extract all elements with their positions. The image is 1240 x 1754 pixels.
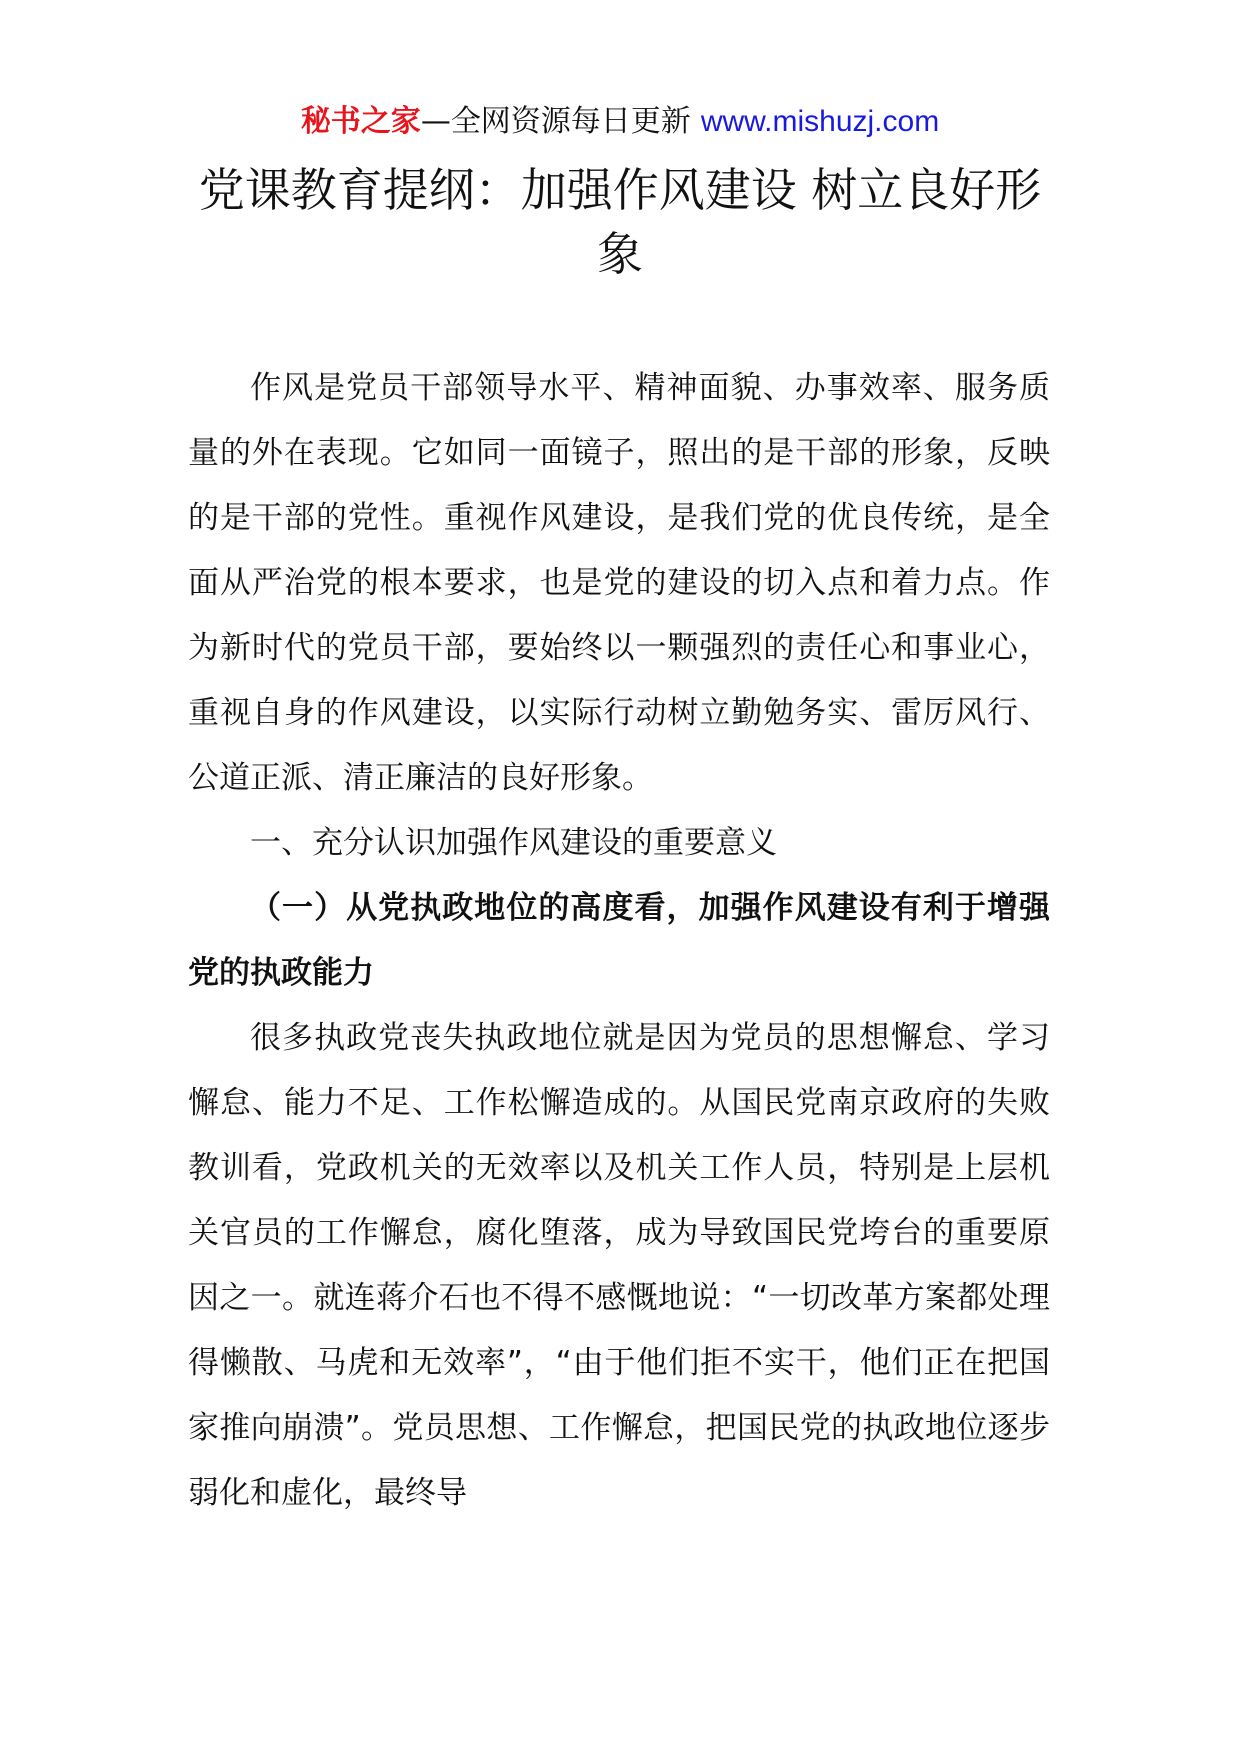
section-heading: 一、充分认识加强作风建设的重要意义 (250, 825, 777, 861)
document-body (188, 356, 1050, 1526)
intro-paragraph: 作风是党员干部领导水平、精神面貌、办事效率、服务质量的外在表现。它如同一面镜子，照出的是干部的形象，反映的是干部的党性。重视作风建设，是我们党的优良传统，是全面从严治党的根本要求，也是党的建设的切入点和着力点。作为新时代的党员干部，要始终以一颗强烈的责任心和事业心，重视自身的作风建设，以实际行动树立勤勉务实、雷厉风行、公道正派、清正廉洁的良好形象。 (188, 370, 1050, 796)
brand-name: 秘书之家 (300, 104, 421, 139)
document-title: 党课教育提纲：加强作风建设 树立良好形象 (198, 163, 1042, 281)
subsection-paragraph: 很多执政党丧失执政地位就是因为党员的思想懈怠、学习懈怠、能力不足、工作松懈造成的。从国民党南京政府的失败教训看，党政机关的无效率以及机关工作人员，特别是上层机关官员的工作懈怠，腐化堕落，成为导致国民党垮台的重要原因之一。就连蒋介石也不得不感慨地说：“一切改革方案都处理得懒散、马虎和无效率”，“由于他们拒不实干，他们正在把国家推向崩溃”。党员思想、工作懈怠，把国民党的执政地位逐步弱化和虚化，最终导 (188, 1020, 1050, 1511)
subsection-heading: （一）从党执政地位的高度看，加强作风建设有利于增强党的执政能力 (188, 890, 1050, 991)
site-header (0, 100, 1240, 144)
site-url-link[interactable]: www.mishuzj.com (700, 105, 940, 138)
header-tagline: —全网资源每日更新 (420, 104, 691, 139)
